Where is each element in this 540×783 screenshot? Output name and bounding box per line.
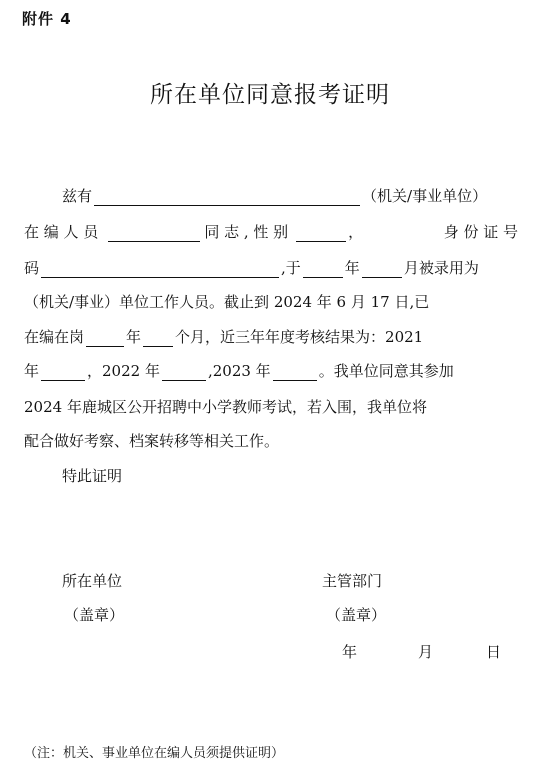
body-line-3 — [24, 258, 518, 278]
text-agree: 。我单位同意其参加 — [318, 362, 454, 380]
blank-name — [108, 225, 200, 242]
date-month: 月 — [418, 643, 434, 661]
text-comma: ， — [348, 223, 364, 241]
attachment-label: 附件 4 — [22, 10, 72, 28]
text-year-2021: 年 — [24, 362, 40, 380]
body-line-9 — [62, 466, 540, 486]
blank-result-2021 — [41, 364, 85, 381]
text-staff: 在 编 人 员 — [24, 223, 99, 241]
blank-hire-month — [362, 261, 402, 278]
blank-unit-name — [94, 189, 360, 206]
text-hired-as: 月被录用为 — [403, 259, 479, 277]
text-ma: 码 — [24, 259, 40, 277]
text-hereby-certify: 特此证明 — [62, 467, 123, 485]
text-zi-you: 兹有 — [62, 187, 93, 205]
text-comrade-gender: 同 志 , 性 别 — [204, 223, 289, 241]
body-line-7 — [24, 397, 518, 417]
body-line-1 — [62, 186, 518, 206]
text-line-7: 2024 年鹿城区公开招聘中小学教师考试，若入围，我单位将 — [24, 398, 427, 416]
text-line-4: （机关/事业）单位工作人员。截止到 2024 年 6 月 17 日,已 — [24, 293, 430, 311]
text-unit-type: （机关/事业单位） — [362, 187, 488, 205]
text-year-2022: ，2022 年 — [87, 362, 160, 380]
blank-gender — [296, 225, 346, 242]
blank-hire-year — [303, 261, 343, 278]
unit-seal: （盖章） — [64, 606, 125, 624]
blank-result-2022 — [162, 364, 206, 381]
document-title: 所在单位同意报考证明 — [150, 82, 390, 108]
text-nian: 年 — [126, 328, 142, 346]
date-year: 年 — [342, 643, 358, 661]
blank-months-in-post — [143, 330, 173, 347]
department-seal: （盖章） — [326, 606, 387, 624]
body-line-2 — [24, 222, 518, 242]
blank-result-2023 — [273, 364, 317, 381]
department-label: 主管部门 — [322, 572, 383, 590]
footer-note: （注：机关、事业单位在编人员须提供证明） — [24, 746, 285, 761]
text-year-2023: ,2023 年 — [207, 362, 271, 380]
blank-id-number — [41, 261, 279, 278]
body-line-4 — [24, 292, 518, 312]
text-id-number: 身 份 证 号 — [443, 223, 518, 241]
text-year: 年 — [344, 259, 360, 277]
text-assessment: 个月，近三年年度考核结果为：2021 — [175, 328, 424, 346]
body-line-5 — [24, 327, 518, 347]
unit-label: 所在单位 — [62, 572, 123, 590]
date-day: 日 — [486, 643, 502, 661]
body-line-6 — [24, 361, 518, 381]
blank-years-in-post — [86, 330, 124, 347]
text-line-8: 配合做好考察、档案转移等相关工作。 — [24, 432, 280, 450]
body-line-8 — [24, 431, 518, 451]
text-in-post: 在编在岗 — [24, 328, 85, 346]
text-yu: ,于 — [281, 259, 301, 277]
